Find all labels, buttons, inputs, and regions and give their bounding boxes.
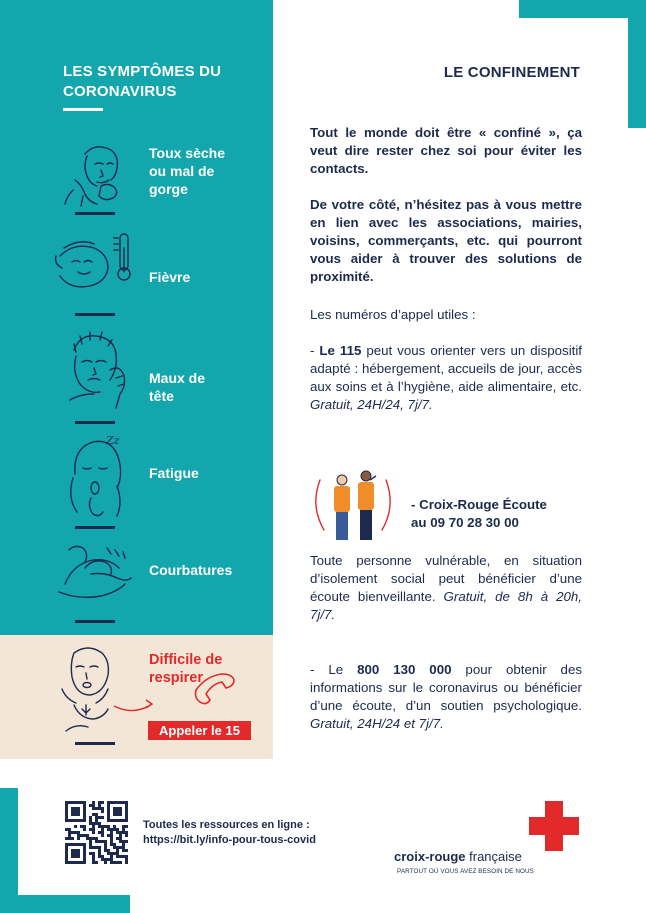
symptoms-title: LES SYMPTÔMES DU CORONAVIRUS xyxy=(63,63,222,100)
difficulty-separator xyxy=(75,742,115,745)
decor-bottom-bar xyxy=(0,895,130,913)
symptom-separator xyxy=(75,620,115,623)
cough-person-icon xyxy=(55,140,130,208)
headache-person-icon xyxy=(60,330,140,412)
symptom-fatigue-label: Fatigue xyxy=(149,465,199,481)
croix-rouge-ecoute: - Croix-Rouge Écoute au 09 70 28 30 00 xyxy=(411,497,547,530)
call-15-button[interactable]: Appeler le 15 xyxy=(148,721,251,740)
breathing-difficulty-label: Difficile de respirer xyxy=(149,652,223,686)
resources-link[interactable]: https://bit.ly/info-pour-tous-covid xyxy=(143,834,316,846)
resources-text: Toutes les ressources en ligne : https://bit.ly/info-pour-tous-covid xyxy=(143,819,316,846)
croix-rouge-brand: croix-rouge française xyxy=(394,849,522,864)
body-ache-icon xyxy=(55,540,140,600)
symptom-separator xyxy=(75,526,115,529)
decor-top-right-bar xyxy=(519,0,646,18)
symptom-separator xyxy=(75,421,115,424)
decor-right-strip xyxy=(628,0,646,128)
tired-yawn-icon xyxy=(65,434,135,520)
fever-thermometer-icon xyxy=(50,228,140,300)
brand-tagline: PARTOUT OÙ VOUS AVEZ BESOIN DE NOUS xyxy=(397,868,534,875)
red-cross-logo xyxy=(529,801,579,851)
samu-social-115-paragraph: - Le 115 peut vous orienter vers un dispositif adapté : hébergement, accueils de jour, accès aux soins et à l’hygiène, aide alimentaire, etc. Gratuit, 24H/24, 7j/7. xyxy=(310,343,582,412)
confinement-paragraph-1: Tout le monde doit être « confiné », ça veut dire rester chez soi pour éviter les contacts. xyxy=(310,125,582,176)
phone-handset-icon xyxy=(112,670,240,722)
ecoute-paragraph: Toute personne vulnérable, en situation d’isolement social peut bénéficier d’une écoute bienveillante. Gratuit, de 8h à 20h, 7j/7. xyxy=(310,553,582,622)
hotline-800-paragraph: - Le 800 130 000 pour obtenir des informations sur le coronavirus ou bénéficier d’une écoute, d’un soutien psychologique. Gratuit, 24H/24 et 7j/7. xyxy=(310,662,582,731)
zzz-text: Zz xyxy=(106,434,120,447)
symptom-fever-label: Fièvre xyxy=(149,269,191,285)
title-underline xyxy=(63,108,103,111)
symptom-separator xyxy=(75,313,115,316)
qr-code-icon[interactable] xyxy=(65,801,128,864)
useful-numbers-heading: Les numéros d’appel utiles : xyxy=(310,307,476,322)
volunteers-illustration-icon xyxy=(312,466,394,546)
symptom-headache-label: Maux de tête xyxy=(149,370,206,404)
symptom-body-aches-label: Courbatures xyxy=(149,562,233,578)
symptom-separator xyxy=(75,212,115,215)
confinement-title: LE CONFINEMENT xyxy=(443,64,580,81)
symptom-cough-label: Toux sèche ou mal de gorge xyxy=(149,145,225,197)
confinement-paragraph-2: De votre côté, n’hésitez pas à vous mettre en lien avec les associations, mairies, voisins, commerçants, etc. qui pourront vous aider à trouver des solutions de proximité. xyxy=(310,197,582,284)
